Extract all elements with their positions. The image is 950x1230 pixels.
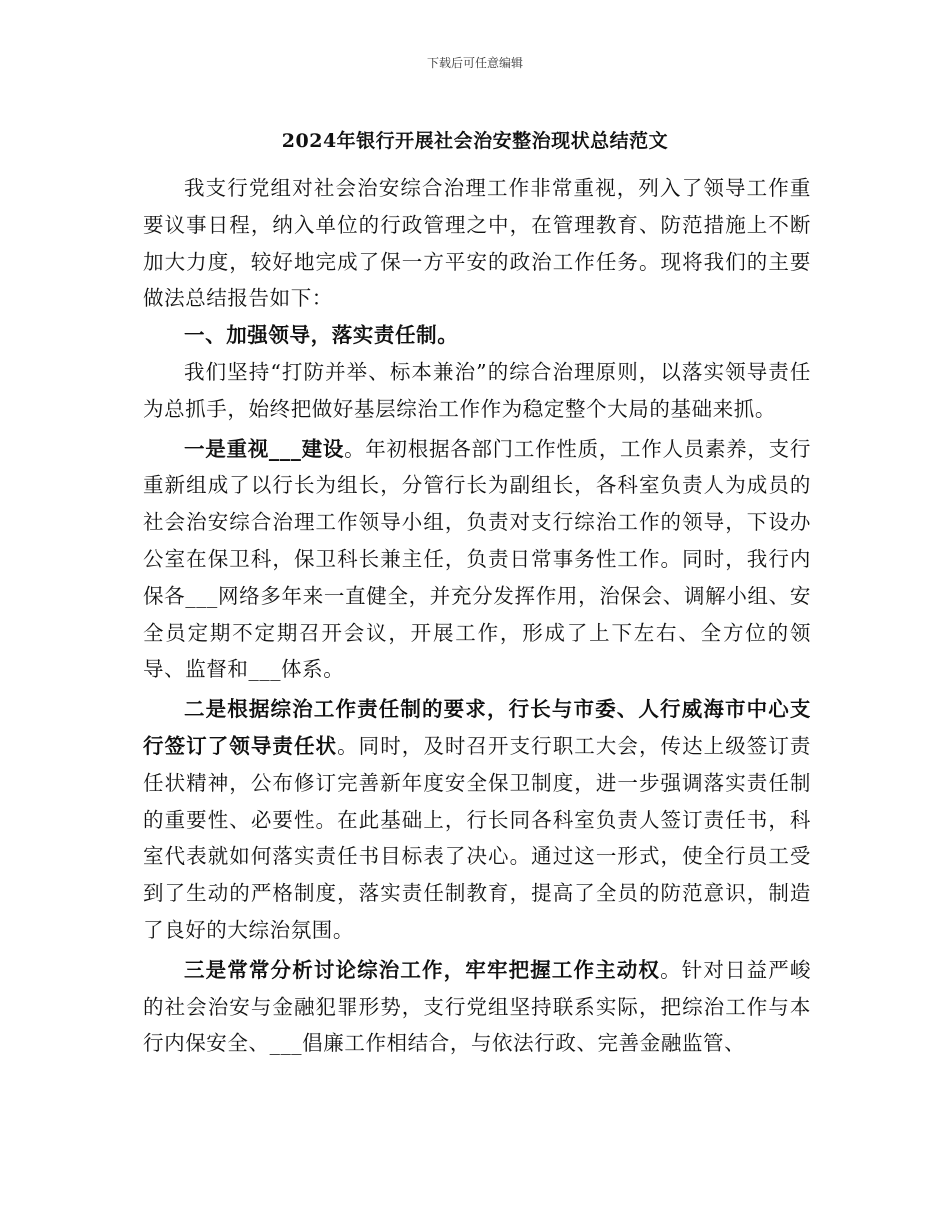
document-body xyxy=(143,170,811,1062)
paragraph-principle: 我们坚持“打防并举、标本兼治”的综合治理原则，以落实领导责任为总抓手，始终把做好基层综治工作作为稳定整个大局的基础来抓。 xyxy=(143,359,811,421)
paragraph-intro: 我支行党组对社会治安综合治理工作非常重视，列入了领导工作重要议事日程，纳入单位的行政管理之中，在管理教育、防范措施上不断加大力度，较好地完成了保一方平安的政治工作任务。现将我们的主要做法总结报告如下： xyxy=(143,176,811,311)
point-three-text: 。针对日益严峻的社会治安与金融犯罪形势，支行党组坚持联系实际，把综治工作与本行内保安全、___倡廉工作相结合，与依法行政、完善金融监管、 xyxy=(143,957,811,1056)
point-two-lead: 二是根据综治工作责任制的要求，行长与市委、人行威海市中心支行签订了领导责任状 xyxy=(143,697,811,758)
point-one-text: 。年初根据各部门工作性质，工作人员素养，支行重新组成了以行长为组长，分管行长为副组长，各科室负责人为成员的社会治安综合治理工作领导小组，负责对支行综治工作的领导，下设办公室在保卫科，保卫科长兼主任，负责日常事务性工作。同时，我行内保各___网络多年来一直健全，并充分发挥作用，治保会、调解小组、安全员定期不定期召开会议，开展工作，形成了上下左右、全方位的领导、监督和___体系。 xyxy=(143,436,811,682)
section-heading: 一、加强领导，落实责任制。 xyxy=(184,323,459,348)
document-title: 2024年银行开展社会治安整治现状总结范文 xyxy=(281,130,669,152)
point-one-lead: 一是重视___建设 xyxy=(184,436,345,461)
point-three-lead: 三是常常分析讨论综治工作，牢牢把握工作主动权 xyxy=(184,957,661,982)
paragraph-point-two xyxy=(143,691,811,949)
header-note: 下载后可任意编辑 xyxy=(426,56,523,70)
point-two-text: 。同时，及时召开支行职工大会，传达上级签订责任状精神，公布修订完善新年度安全保卫制度，进一步强调落实责任制的重要性、必要性。在此基础上，行长同各科室负责人签订责任书，科室代表就如何落实责任书目标表了决心。通过这一形式，使全行员工受到了生动的严格制度，落实责任制教育，提高了全员的防范意识，制造了良好的大综治氛围。 xyxy=(143,733,812,942)
paragraph-point-three xyxy=(143,952,811,1062)
paragraph-point-one xyxy=(143,431,811,689)
